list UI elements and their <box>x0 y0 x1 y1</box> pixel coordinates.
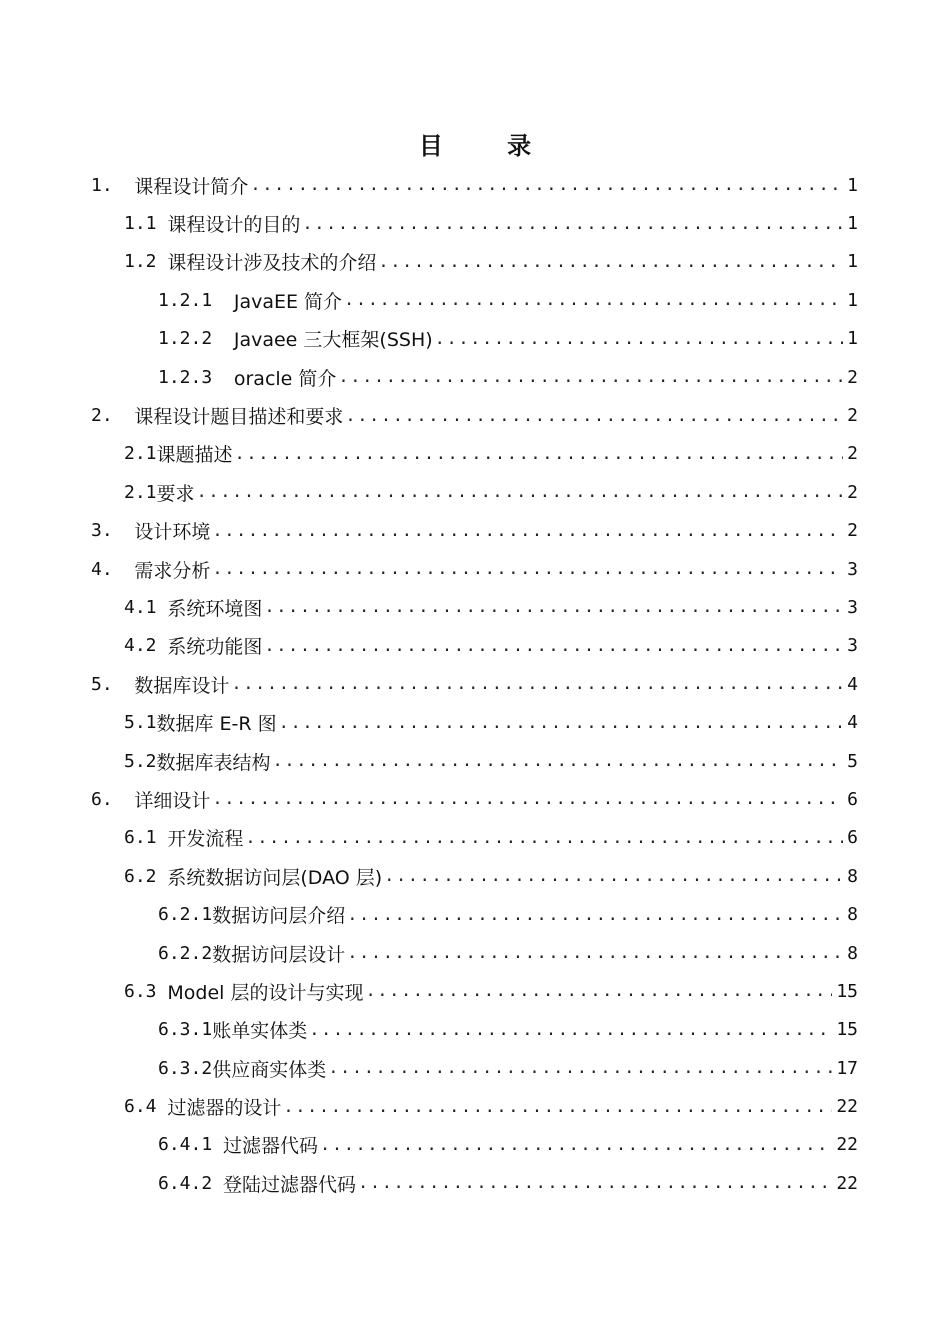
toc-entry-title: 数据库表结构 <box>156 751 271 774</box>
toc-entry-number: 6.3 <box>124 980 168 1002</box>
toc-entry-page: 8 <box>847 865 858 887</box>
toc-entry-number: 6.1 <box>124 827 168 849</box>
toc-entry-page: 22 <box>836 1172 858 1194</box>
toc-entry-title: 供应商实体类 <box>212 1058 327 1081</box>
toc-dot-leader <box>302 214 843 234</box>
toc-dot-leader <box>245 828 843 848</box>
toc-dot-leader <box>345 406 843 426</box>
toc-entry-title: 课程设计简介 <box>134 175 249 198</box>
toc-dot-leader <box>378 252 843 272</box>
toc-entry-title: 课程设计的目的 <box>167 214 301 237</box>
toc-entry-title: 系统数据访问层(DAO 层) <box>167 866 383 889</box>
toc-dot-leader <box>338 367 843 387</box>
toc-dot-leader <box>309 1020 832 1040</box>
toc-entry[interactable] <box>0 972 950 1010</box>
toc-dot-leader <box>264 636 843 656</box>
toc-entry-number: 2.1 <box>124 443 157 465</box>
toc-dot-leader <box>384 866 843 886</box>
toc-entry[interactable] <box>0 243 950 281</box>
toc-entry-page: 5 <box>847 750 858 772</box>
toc-entry[interactable] <box>0 396 950 434</box>
toc-entry-number: 6.4 <box>124 1096 168 1118</box>
toc-entry-title: 详细设计 <box>134 789 211 812</box>
toc-entry-title: JavaEE 简介 <box>233 290 343 313</box>
toc-entry-number: 6.2.1 <box>158 904 213 926</box>
toc-dot-leader <box>231 674 843 694</box>
toc-entry[interactable] <box>0 1049 950 1087</box>
toc-entry[interactable] <box>0 934 950 972</box>
toc-entry[interactable] <box>0 1164 950 1202</box>
toc-entry[interactable] <box>0 1126 950 1164</box>
toc-entry-number: 5.1 <box>124 712 157 734</box>
toc-entry-page: 17 <box>836 1057 858 1079</box>
toc-entry-page: 2 <box>847 520 858 542</box>
toc-entry-number: 6. <box>91 788 135 810</box>
toc-entry-number: 5. <box>91 673 135 695</box>
toc-entry-page: 1 <box>847 174 858 196</box>
toc-entry-number: 3. <box>91 520 135 542</box>
toc-entry-title: 数据访问层设计 <box>212 943 346 966</box>
toc-entry-number: 1. <box>91 174 135 196</box>
toc-entry[interactable] <box>0 512 950 550</box>
toc-entry[interactable] <box>0 473 950 511</box>
toc-entry-page: 3 <box>847 596 858 618</box>
toc-dot-leader <box>347 905 843 925</box>
toc-entry[interactable] <box>0 742 950 780</box>
toc-entry-page: 2 <box>847 405 858 427</box>
toc-entry-title: Model 层的设计与实现 <box>167 981 364 1004</box>
toc-entry[interactable] <box>0 627 950 665</box>
toc-entry-number: 6.4.2 <box>158 1172 224 1194</box>
toc-entry-page: 22 <box>836 1096 858 1118</box>
toc-dot-leader <box>212 559 843 579</box>
toc-entry-number: 2. <box>91 405 135 427</box>
toc-entry-page: 3 <box>847 558 858 580</box>
toc-entry[interactable] <box>0 204 950 242</box>
toc-entry-page: 15 <box>836 1019 858 1041</box>
toc-dot-leader <box>212 521 843 541</box>
toc-list <box>0 166 950 1203</box>
toc-entry[interactable] <box>0 358 950 396</box>
toc-entry[interactable] <box>0 703 950 741</box>
toc-entry[interactable] <box>0 819 950 857</box>
toc-entry-page: 1 <box>847 328 858 350</box>
toc-entry-number: 1.2.1 <box>158 289 234 311</box>
toc-entry-number: 1.2 <box>124 251 168 273</box>
toc-entry[interactable] <box>0 665 950 703</box>
toc-entry-number: 6.3.2 <box>158 1057 213 1079</box>
toc-entry-title: 系统功能图 <box>167 636 263 659</box>
toc-entry-page: 1 <box>847 289 858 311</box>
toc-entry-title: oracle 简介 <box>233 367 337 390</box>
toc-title: 目 录 <box>418 132 560 160</box>
toc-entry-number: 4.1 <box>124 596 168 618</box>
toc-entry[interactable] <box>0 435 950 473</box>
toc-entry-number: 1.1 <box>124 213 168 235</box>
toc-entry[interactable] <box>0 281 950 319</box>
toc-entry-title: 数据库设计 <box>134 674 230 697</box>
toc-entry[interactable] <box>0 1087 950 1125</box>
toc-dot-leader <box>235 444 844 464</box>
toc-entry-page: 6 <box>847 788 858 810</box>
toc-entry-page: 2 <box>847 366 858 388</box>
toc-dot-leader <box>273 751 844 771</box>
toc-entry-title: 课题描述 <box>156 444 233 467</box>
toc-entry-title: 数据访问层介绍 <box>212 905 346 928</box>
toc-entry-title: 课程设计涉及技术的介绍 <box>167 252 377 275</box>
toc-dot-leader <box>279 713 843 733</box>
toc-dot-leader <box>347 943 843 963</box>
toc-entry-title: 登陆过滤器代码 <box>223 1173 357 1196</box>
toc-dot-leader <box>358 1173 832 1193</box>
toc-entry-page: 6 <box>847 827 858 849</box>
toc-entry-page: 4 <box>847 673 858 695</box>
toc-entry-number: 4. <box>91 558 135 580</box>
toc-entry-title: 课程设计题目描述和要求 <box>134 406 344 429</box>
toc-entry-title: 要求 <box>156 482 195 505</box>
toc-entry-number: 6.2 <box>124 865 168 887</box>
toc-entry[interactable] <box>0 1011 950 1049</box>
toc-entry-title: 系统环境图 <box>167 597 263 620</box>
toc-dot-leader <box>264 597 843 617</box>
toc-entry-page: 2 <box>847 443 858 465</box>
toc-entry-page: 3 <box>847 635 858 657</box>
toc-entry-page: 22 <box>836 1134 858 1156</box>
toc-entry-page: 4 <box>847 712 858 734</box>
toc-dot-leader <box>328 1058 832 1078</box>
toc-entry-title: Javaee 三大框架(SSH) <box>233 329 433 352</box>
toc-entry-page: 15 <box>836 980 858 1002</box>
toc-entry-title: 过滤器代码 <box>223 1135 319 1158</box>
toc-entry[interactable] <box>0 166 950 204</box>
toc-entry-number: 1.2.2 <box>158 328 234 350</box>
toc-entry[interactable] <box>0 588 950 626</box>
toc-dot-leader <box>197 482 844 502</box>
toc-entry-title: 开发流程 <box>167 828 244 851</box>
toc-dot-leader <box>435 329 844 349</box>
toc-entry[interactable] <box>0 320 950 358</box>
toc-dot-leader <box>212 789 843 809</box>
toc-entry[interactable] <box>0 895 950 933</box>
toc-entry-title: 数据库 E-R 图 <box>156 713 277 736</box>
toc-dot-leader <box>250 175 843 195</box>
toc-dot-leader <box>344 290 843 310</box>
toc-entry[interactable] <box>0 857 950 895</box>
toc-entry-page: 2 <box>847 481 858 503</box>
toc-entry[interactable] <box>0 780 950 818</box>
toc-entry-page: 8 <box>847 942 858 964</box>
toc-dot-leader <box>320 1135 832 1155</box>
toc-entry-page: 1 <box>847 213 858 235</box>
toc-dot-leader <box>365 981 832 1001</box>
toc-entry-title: 过滤器的设计 <box>167 1097 282 1120</box>
toc-entry-number: 1.2.3 <box>158 366 234 388</box>
toc-entry-number: 6.2.2 <box>158 942 213 964</box>
toc-entry-number: 4.2 <box>124 635 168 657</box>
toc-entry-number: 6.3.1 <box>158 1019 213 1041</box>
toc-entry-page: 8 <box>847 904 858 926</box>
toc-dot-leader <box>283 1097 832 1117</box>
toc-entry-title: 需求分析 <box>134 559 211 582</box>
toc-entry-number: 6.4.1 <box>158 1134 224 1156</box>
toc-entry-number: 5.2 <box>124 750 157 772</box>
toc-entry-title: 账单实体类 <box>212 1020 308 1043</box>
toc-entry[interactable] <box>0 550 950 588</box>
toc-entry-number: 2.1 <box>124 481 157 503</box>
toc-entry-title: 设计环境 <box>134 521 211 544</box>
toc-entry-page: 1 <box>847 251 858 273</box>
